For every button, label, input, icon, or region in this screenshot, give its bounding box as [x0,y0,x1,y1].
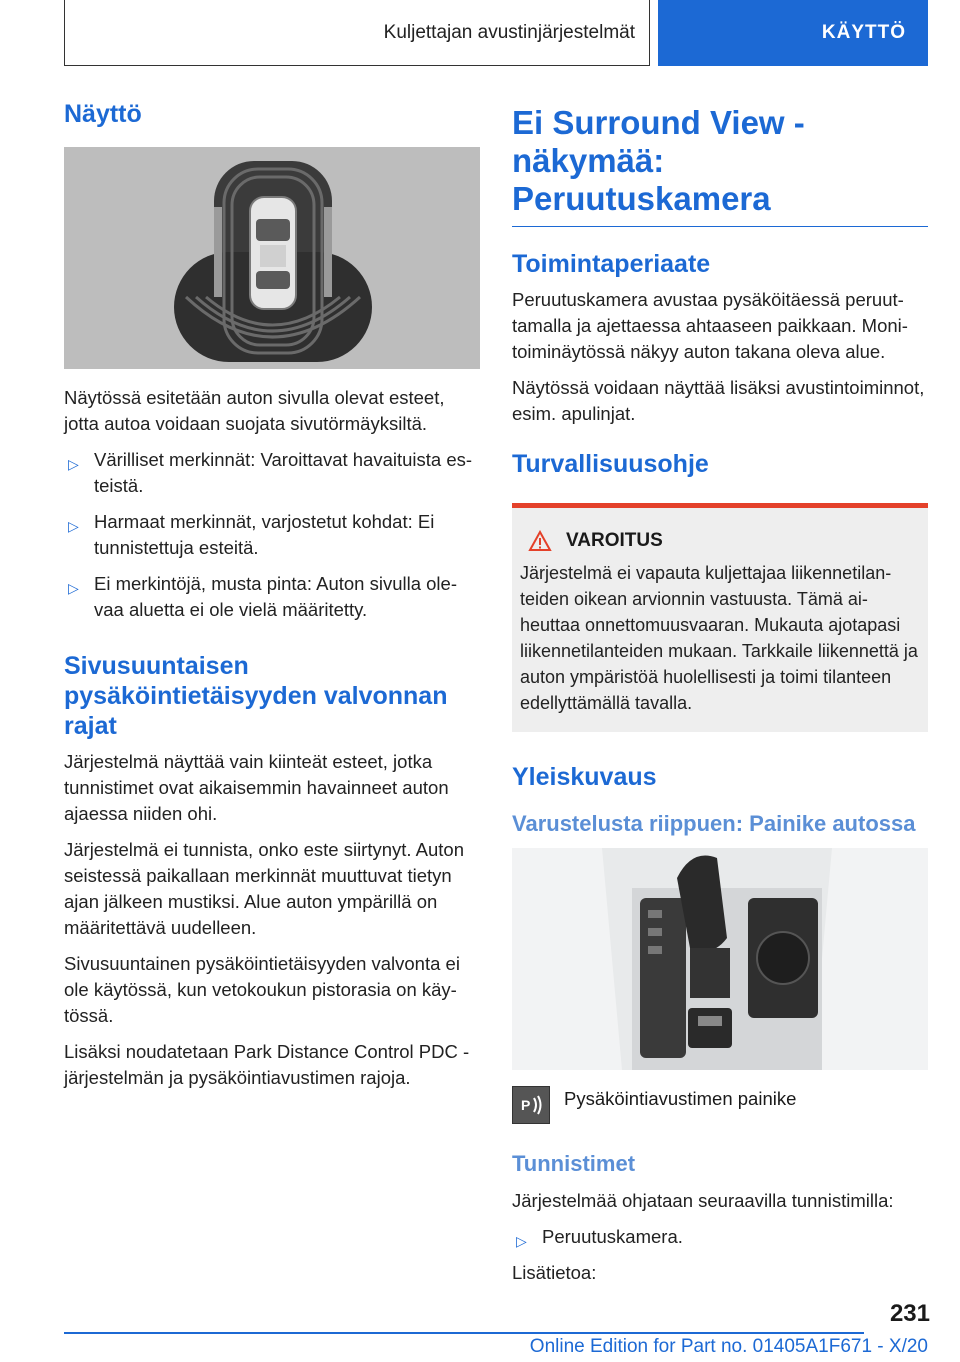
sensors-heading: Tunnistimet [512,1151,636,1176]
display-intro: Näytössä esitetään auton sivulla olevat esteet, jotta autoa voidaan suojata sivutörmäyksiltä. [64,387,445,434]
triangle-right-icon: ▷ [516,1233,527,1249]
list-item: ▷ Peruutuskamera. [512,1224,928,1250]
warning-triangle-icon [528,530,552,552]
marking-list [64,447,480,623]
warning-box [512,503,928,732]
paragraph: Järjestelmä ei tunnista, onko este siirtynyt. Auton seistessä paikallaan merkinnät muuttuvat tietyn ajan jälkeen mustiksi. Alue auton ympärillä on määritettävä uudelleen. [64,839,465,938]
footer-divider [64,1332,864,1334]
warning-text: Järjestelmä ei vapauta kuljettajaa liikennetilanteiden oikean arvionnin vastuusta. Tämä aiheuttaa onnettomuusvaaran. Mukauta ajotapasi liikennetilanteiden mukaan. Tarkkaile liikennettä ja auton ympäristöä huolellisesti ja toimi tilanteen edellyttämällä tavalla. [520,563,918,713]
limits-heading: Sivusuuntaisen pysäköintietäisyyden valvonnan rajat [64,652,448,740]
paragraph: Näytössä voidaan näyttää lisäksi avustintoiminnot, esim. apulinjat. [512,377,925,424]
triangle-right-icon: ▷ [68,580,79,596]
paragraph: Järjestelmä näyttää vain kiinteät esteet, jotka tunnistimet ovat aikaisemmin havainneet auton ajaessa niiden ohi. [64,751,449,824]
warning-header [520,530,920,552]
more-info: Lisätietoa: [512,1262,597,1283]
list-item: ▷ Harmaat merkinnät, varjostetut kohdat: Ei tunnistettuja esteitä. [68,511,435,558]
warning-label: VAROITUS [566,530,663,551]
center-console-figure [512,848,928,1070]
paragraph: Sivusuuntainen pysäköintietäisyyden valvonta ei ole käytössä, kun vetokoukun pistorasia on käytössä. [64,953,460,1026]
park-assist-button-row [512,1086,928,1124]
paragraph: Lisäksi noudatetaan Park Distance Control PDC -järjestelmän ja pysäköintiavustimen rajoja. [64,1041,470,1088]
button-caption: Pysäköintiavustimen painike [564,1088,797,1109]
paragraph: Järjestelmää ohjataan seuraavilla tunnistimilla: [512,1190,894,1211]
button-heading: Varustelusta riippuen: Painike autossa [512,811,916,836]
display-heading: Näyttö [64,100,142,128]
center-console-illustration [512,848,928,1070]
top-view-car-illustration [64,147,480,369]
right-column [512,104,928,1296]
page-number: 231 [889,1300,930,1327]
safety-heading: Turvallisuusohje [512,450,709,478]
page-header [64,0,928,66]
triangle-right-icon: ▷ [68,456,79,472]
principle-heading: Toimintaperiaate [512,250,711,278]
park-assist-button-icon [512,1086,550,1124]
svg-text:P: P [521,1097,531,1113]
top-view-display-figure [64,147,480,369]
chapter-tab: KÄYTTÖ [658,0,928,66]
overview-heading: Yleiskuvaus [512,763,657,791]
list-item: ▷ Värilliset merkinnät: Varoittavat havaituista esteistä. [68,449,473,496]
list-item: ▷ Ei merkintöjä, musta pinta: Auton sivulla olevaa aluetta ei ole vielä määritetty. [68,573,457,620]
edition-text: Online Edition for Part no. 01405A1F671 - X/20 [529,1336,928,1357]
triangle-right-icon: ▷ [68,518,79,534]
section-title: Kuljettajan avustinjärjestelmät [64,0,650,66]
paragraph: Peruutuskamera avustaa pysäköitäessä peruuttamalla ja ajettaessa ahtaaseen paikkaan. Monitoiminäytössä näkyy auton takana oleva alue. [512,289,908,362]
left-column [64,100,480,1101]
rear-camera-title: Ei Surround View -näkymää: Peruutuskamera [512,104,928,227]
sensors-list [512,1224,928,1250]
